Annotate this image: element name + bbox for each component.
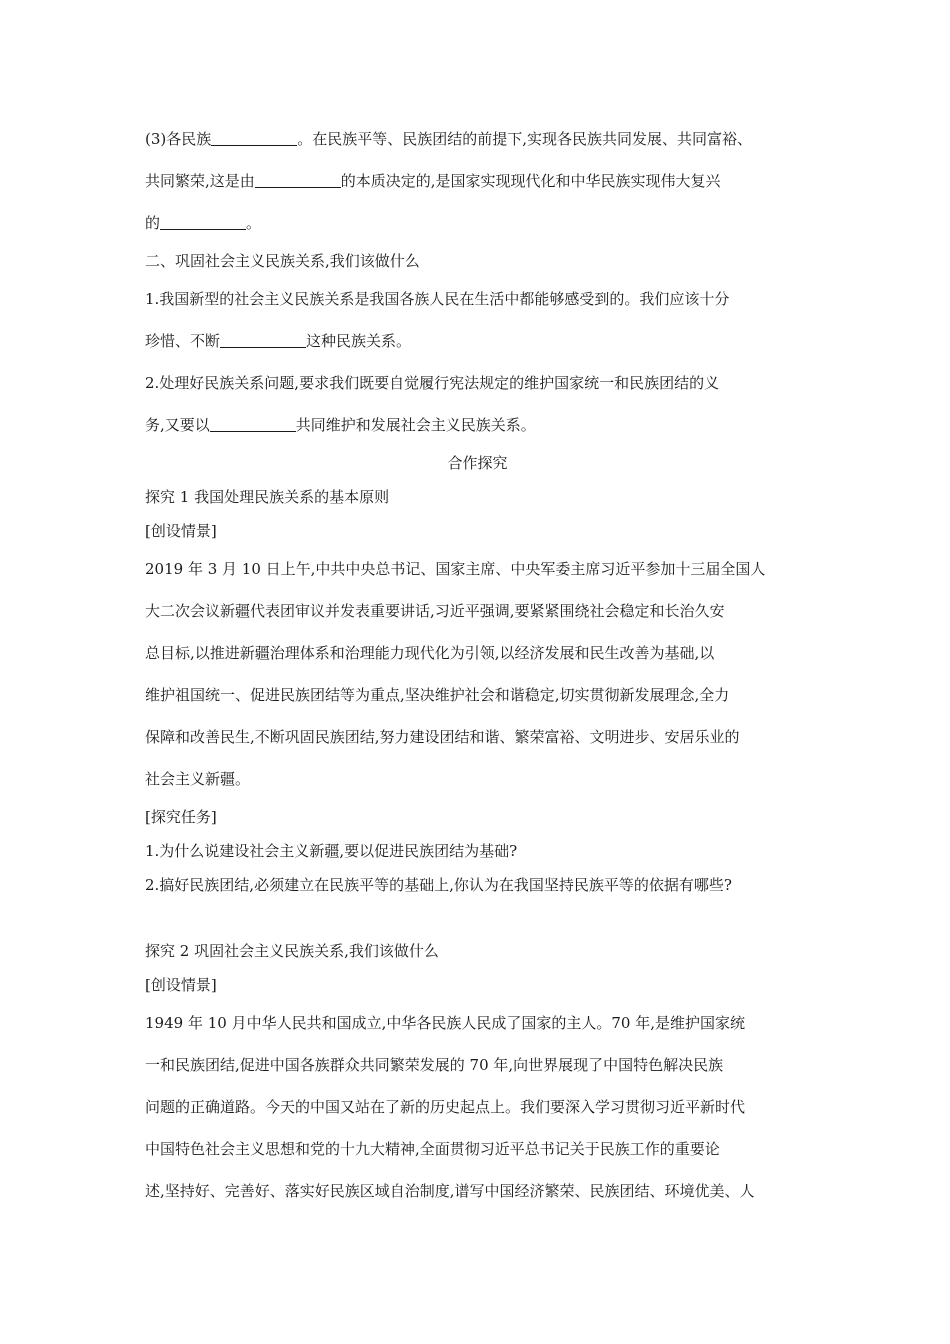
text: 共同繁荣,这是由 bbox=[145, 172, 255, 190]
scene-label: [创设情景] bbox=[145, 522, 217, 540]
document-page bbox=[145, 118, 810, 1212]
scene-label: [创设情景] bbox=[145, 976, 217, 994]
paragraph-line: 总目标,以推进新疆治理体系和治理能力现代化为引领,以经济发展和民生改善为基础,以 bbox=[145, 644, 715, 662]
section-heading: 二、巩固社会主义民族关系,我们该做什么 bbox=[145, 252, 420, 270]
spacer bbox=[145, 902, 810, 934]
text: (3)各民族 bbox=[145, 130, 212, 148]
paragraph-line: 2019 年 3 月 10 日上午,中共中央总书记、国家主席、中央军委主席习近平参加十三届全国人 bbox=[145, 560, 766, 578]
paragraph-line: 维护祖国统一、促进民族团结等为重点,坚决维护社会和谐稳定,切实贯彻新发展理念,全力 bbox=[145, 686, 730, 704]
text: 。 bbox=[246, 214, 262, 232]
question-2: 2.搞好民族团结,必须建立在民族平等的基础上,你认为在我国坚持民族平等的依据有哪些? bbox=[145, 876, 732, 894]
paragraph-line: 保障和改善民生,不断巩固民族团结,努力建设团结和谐、繁荣富裕、文明进步、安居乐业的 bbox=[145, 728, 740, 746]
paragraph-line bbox=[145, 118, 810, 160]
fill-blank bbox=[210, 430, 296, 432]
text: 的 bbox=[145, 214, 161, 232]
paragraph-line: 大二次会议新疆代表团审议并发表重要讲话,习近平强调,要紧紧围绕社会稳定和长治久安 bbox=[145, 602, 725, 620]
text: 的本质决定的,是国家实现现代化和中华民族实现伟大复兴 bbox=[340, 172, 721, 190]
paragraph-line: 1.我国新型的社会主义民族关系是我国各族人民在生活中都能够感受到的。我们应该十分 bbox=[145, 290, 730, 308]
paragraph-line bbox=[145, 320, 810, 362]
fill-blank bbox=[160, 228, 246, 230]
text: 这种民族关系。 bbox=[306, 332, 412, 350]
text: 共同维护和发展社会主义民族关系。 bbox=[295, 416, 536, 434]
paragraph-line bbox=[145, 160, 810, 202]
section-title: 合作探究 bbox=[447, 454, 508, 472]
task-label: [探究任务] bbox=[145, 808, 217, 826]
paragraph-line: 述,坚持好、完善好、落实好民族区域自治制度,谱写中国经济繁荣、民族团结、环境优美、人 bbox=[145, 1182, 755, 1200]
text: 务,又要以 bbox=[145, 416, 210, 434]
paragraph-line: 一和民族团结,促进中国各族群众共同繁荣发展的 70 年,向世界展现了中国特色解决民族 bbox=[145, 1056, 724, 1074]
paragraph-line bbox=[145, 404, 810, 446]
paragraph-line: 中国特色社会主义思想和党的十九大精神,全面贯彻习近平总书记关于民族工作的重要论 bbox=[145, 1140, 720, 1158]
paragraph-line: 1949 年 10 月中华人民共和国成立,中华各民族人民成了国家的主人。70 年,是维护国家统 bbox=[145, 1014, 745, 1032]
fill-blank bbox=[255, 186, 341, 188]
fill-blank bbox=[211, 144, 297, 146]
question-1: 1.为什么说建设社会主义新疆,要以促进民族团结为基础? bbox=[145, 842, 518, 860]
exploration-title: 探究 2 巩固社会主义民族关系,我们该做什么 bbox=[145, 942, 439, 960]
paragraph-line: 2.处理好民族关系问题,要求我们既要自觉履行宪法规定的维护国家统一和民族团结的义 bbox=[145, 374, 720, 392]
fill-blank bbox=[220, 346, 306, 348]
text: 珍惜、不断 bbox=[145, 332, 221, 350]
paragraph-line bbox=[145, 202, 810, 244]
exploration-title: 探究 1 我国处理民族关系的基本原则 bbox=[145, 488, 390, 506]
paragraph-line: 社会主义新疆。 bbox=[145, 770, 251, 788]
paragraph-line: 问题的正确道路。今天的中国又站在了新的历史起点上。我们要深入学习贯彻习近平新时代 bbox=[145, 1098, 746, 1116]
text: 。在民族平等、民族团结的前提下,实现各民族共同发展、共同富裕、 bbox=[297, 130, 753, 148]
